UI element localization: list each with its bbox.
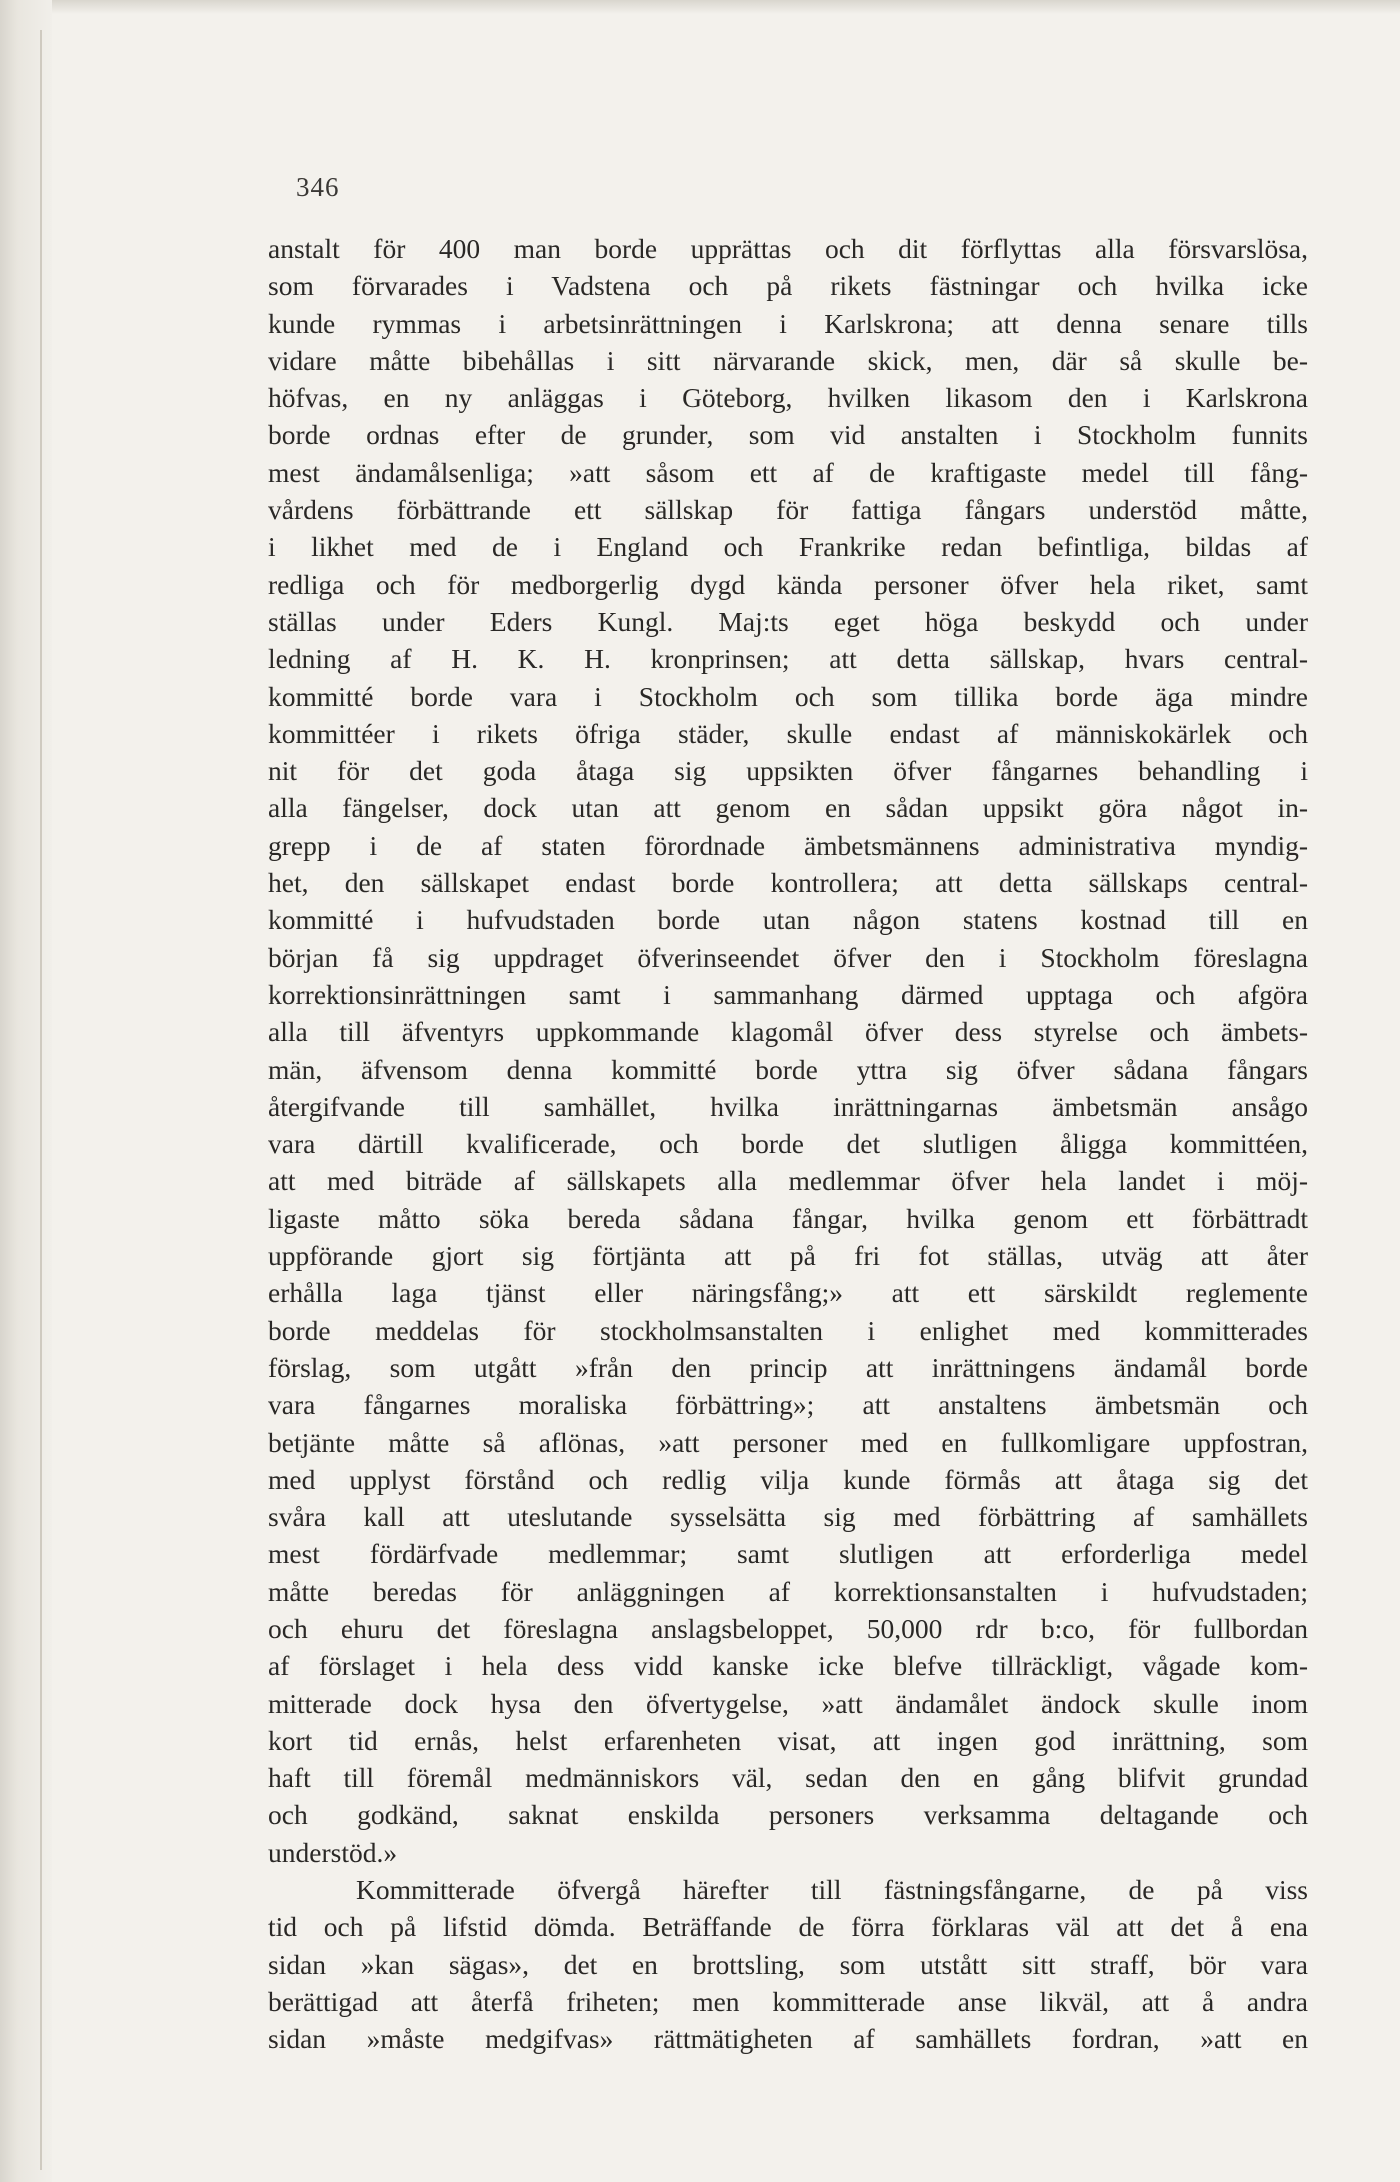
text-line: erhålla laga tjänst eller näringsfång;» att ett särskildt reglemente bbox=[268, 1277, 1308, 1309]
text-line: återgifvande till samhället, hvilka inrättningarnas ämbetsmän ansågo bbox=[268, 1090, 1308, 1122]
text-line: redliga och för medborgerlig dygd kända personer öfver hela riket, samt bbox=[268, 568, 1308, 600]
text-line: ledning af H. K. H. kronprinsen; att detta sällskap, hvars central- bbox=[268, 643, 1308, 675]
text-line: vårdens förbättrande ett sällskap för fattiga fångars understöd måtte, bbox=[268, 494, 1308, 526]
text-line: alla till äfventyrs uppkommande klagomål öfver dess styrelse och ämbets- bbox=[268, 1016, 1308, 1048]
text-line: borde meddelas för stockholmsanstalten i enlighet med kommitterades bbox=[268, 1314, 1308, 1346]
text-line: män, äfvensom denna kommitté borde yttra sig öfver sådana fångars bbox=[268, 1053, 1308, 1085]
text-line: af förslaget i hela dess vidd kanske icke blefve tillräckligt, vågade kom- bbox=[268, 1650, 1308, 1682]
page-gutter bbox=[0, 0, 52, 2182]
text-line: betjänte måtte så aflönas, »att personer med en fullkomligare uppfostran, bbox=[268, 1426, 1308, 1458]
text-line: att med biträde af sällskapets alla medlemmar öfver hela landet i möj- bbox=[268, 1165, 1308, 1197]
text-line: sidan »måste medgifvas» rättmätigheten af samhällets fordran, »att en bbox=[268, 2023, 1308, 2055]
text-line: kunde rymmas i arbetsinrättningen i Karlskrona; att denna senare tills bbox=[268, 307, 1308, 339]
text-line: som förvarades i Vadstena och på rikets fästningar och hvilka icke bbox=[268, 270, 1308, 302]
text-line: förslag, som utgått »från den princip att inrättningens ändamål borde bbox=[268, 1351, 1308, 1383]
text-line: kommittéer i rikets öfriga städer, skulle endast af människokärlek och bbox=[268, 717, 1308, 749]
text-line: början få sig uppdraget öfverinseendet öfver den i Stockholm föreslagna bbox=[268, 941, 1308, 973]
text-line: ligaste måtto söka bereda sådana fångar, hvilka genom ett förbättradt bbox=[268, 1202, 1308, 1234]
text-line: berättigad att återfå friheten; men kommitterade anse likväl, att å andra bbox=[268, 1985, 1308, 2017]
text-line: het, den sällskapet endast borde kontrollera; att detta sällskaps central- bbox=[268, 867, 1308, 899]
text-line: höfvas, en ny anläggas i Göteborg, hvilken likasom den i Karlskrona bbox=[268, 382, 1308, 414]
text-line: och ehuru det föreslagna anslagsbeloppet, 50,000 rdr b:co, för fullbordan bbox=[268, 1612, 1308, 1644]
text-line: kommitté i hufvudstaden borde utan någon statens kostnad till en bbox=[268, 904, 1308, 936]
text-line: svåra kall att uteslutande sysselsätta sig med förbättring af samhällets bbox=[268, 1501, 1308, 1533]
text-line: Kommitterade öfvergå härefter till fästningsfångarne, de på viss bbox=[356, 1874, 1308, 1906]
page-number: 346 bbox=[296, 172, 340, 202]
text-line: kommitté borde vara i Stockholm och som tillika borde äga mindre bbox=[268, 680, 1308, 712]
page-top-edge bbox=[0, 0, 1400, 14]
text-line: uppförande gjort sig förtjänta att på fri fot ställas, utväg att åter bbox=[268, 1240, 1308, 1272]
text-line: grepp i de af staten förordnade ämbetsmännens administrativa myndig- bbox=[268, 829, 1308, 861]
text-line: måtte beredas för anläggningen af korrektionsanstalten i hufvudstaden; bbox=[268, 1575, 1308, 1607]
text-line: alla fängelser, dock utan att genom en sådan uppsikt göra något in- bbox=[268, 792, 1308, 824]
text-line: i likhet med de i England och Frankrike redan befintliga, bildas af bbox=[268, 531, 1308, 563]
text-line: mest ändamålsenliga; »att såsom ett af de kraftigaste medel till fång- bbox=[268, 456, 1308, 488]
text-line: understöd.» bbox=[268, 1836, 398, 1868]
text-line: sidan »kan sägas», det en brottsling, som utstått sitt straff, bör vara bbox=[268, 1948, 1308, 1980]
text-line: med upplyst förstånd och redlig vilja kunde förmås att åtaga sig det bbox=[268, 1463, 1308, 1495]
text-line: nit för det goda åtaga sig uppsikten öfver fångarnes behandling i bbox=[268, 755, 1308, 787]
text-line: korrektionsinrättningen samt i sammanhang därmed upptaga och afgöra bbox=[268, 978, 1308, 1010]
text-line: haft till föremål medmänniskors väl, sedan den en gång blifvit grundad bbox=[268, 1762, 1308, 1794]
text-line: kort tid ernås, helst erfarenheten visat, att ingen god inrättning, som bbox=[268, 1724, 1308, 1756]
text-line: borde ordnas efter de grunder, som vid anstalten i Stockholm funnits bbox=[268, 419, 1308, 451]
text-line: mitterade dock hysa den öfvertygelse, »att ändamålet ändock skulle inom bbox=[268, 1687, 1308, 1719]
text-line: mest fördärfvade medlemmar; samt slutligen att erforderliga medel bbox=[268, 1538, 1308, 1570]
text-line: tid och på lifstid dömda. Beträffande de förra förklaras väl att det å ena bbox=[268, 1911, 1308, 1943]
text-line: anstalt för 400 man borde upprättas och dit förflyttas alla försvarslösa, bbox=[268, 233, 1308, 264]
body-text bbox=[268, 230, 1308, 2058]
text-line: och godkänd, saknat enskilda personers verksamma deltagande och bbox=[268, 1799, 1308, 1831]
text-line: vara fångarnes moraliska förbättring»; att anstaltens ämbetsmän och bbox=[268, 1389, 1308, 1421]
text-line: ställas under Eders Kungl. Maj:ts eget höga beskydd och under bbox=[268, 605, 1308, 637]
text-line: vara därtill kvalificerade, och borde det slutligen åligga kommittéen, bbox=[268, 1128, 1308, 1160]
text-line: vidare måtte bibehållas i sitt närvarande skick, men, där så skulle be- bbox=[268, 344, 1308, 376]
